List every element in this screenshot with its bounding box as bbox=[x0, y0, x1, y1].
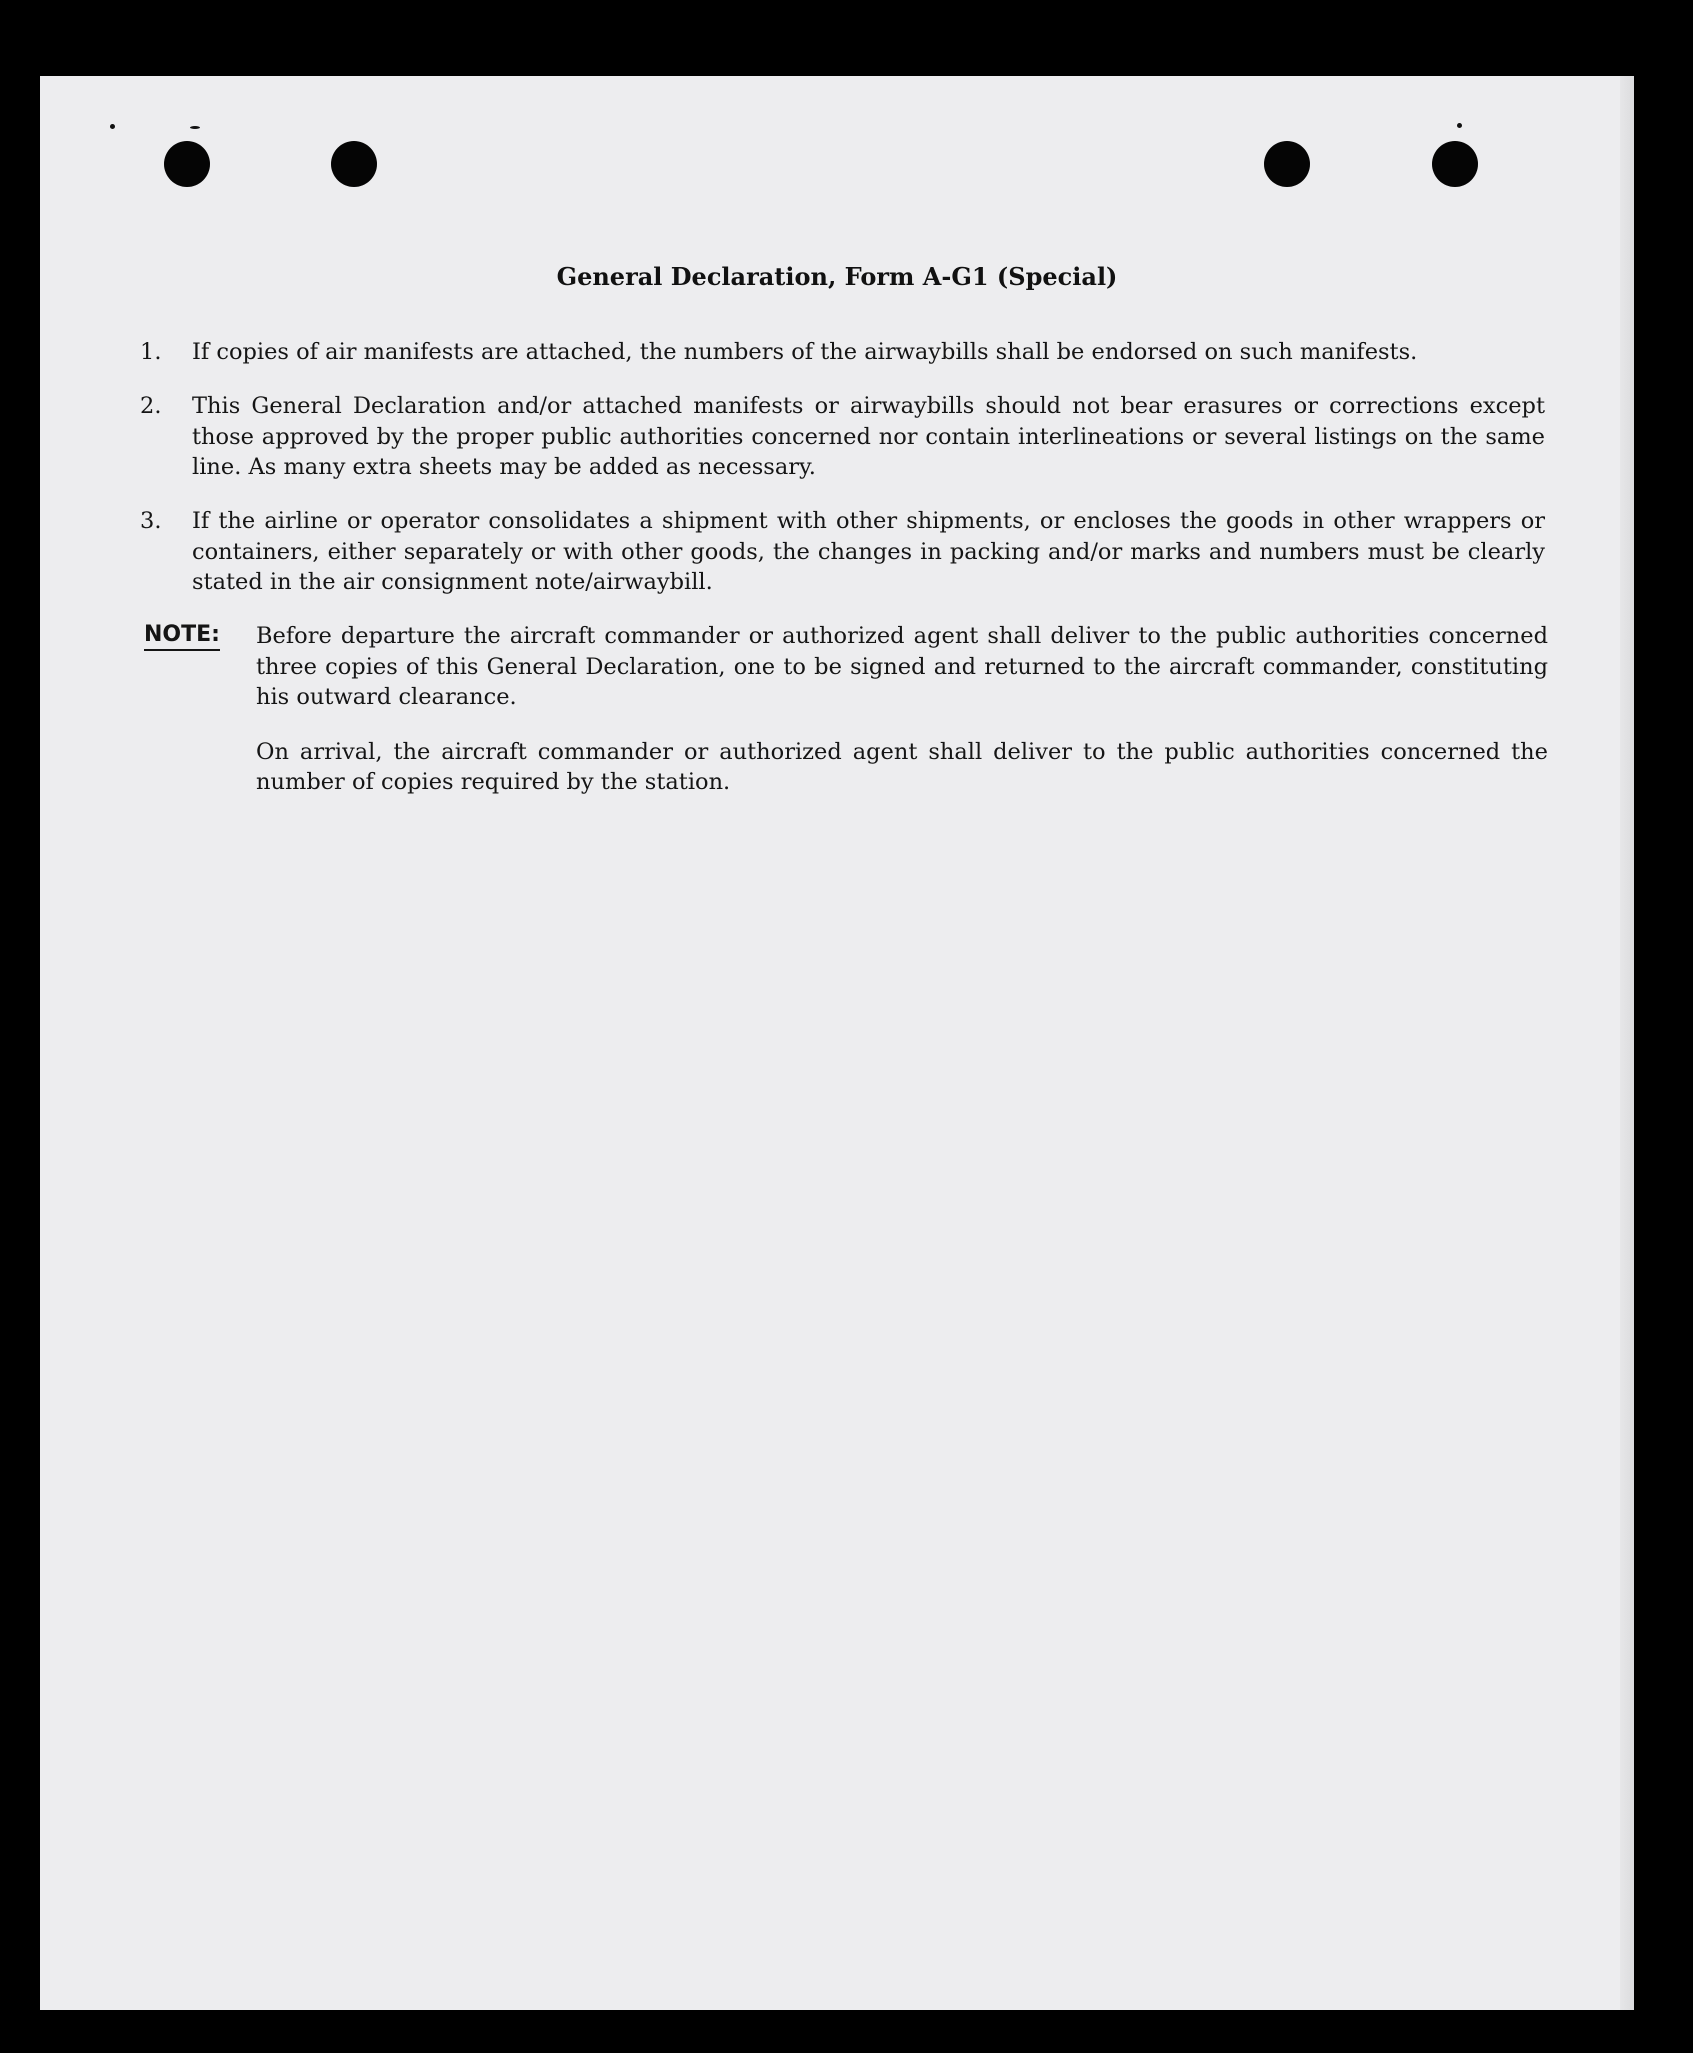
list-item-number: 3. bbox=[140, 508, 162, 534]
punch-hole-4 bbox=[1432, 141, 1478, 187]
list-item-text: If the airline or operator consolidates a shipment with other shipments, or encloses the goods in other wrappers or containers, either separately or with other goods, the changes in packing and/or marks and numbers must be clearly stated in the air consignment note/airwaybill. bbox=[192, 508, 1545, 595]
note-label: NOTE: bbox=[144, 621, 220, 651]
ink-speck bbox=[1457, 123, 1462, 128]
note-paragraph: On arrival, the aircraft commander or authorized agent shall deliver to the public authorities concerned the number of copies required by the station. bbox=[256, 738, 1548, 795]
list-item bbox=[140, 391, 1545, 483]
list-item-text: If copies of air manifests are attached, the numbers of the airwaybills shall be endorsed on such manifests. bbox=[192, 339, 1418, 365]
ink-speck bbox=[110, 124, 115, 129]
ink-speck bbox=[190, 126, 200, 129]
note-section bbox=[144, 621, 1548, 822]
list-item-number: 1. bbox=[140, 339, 162, 365]
punch-hole-2 bbox=[331, 141, 377, 187]
page-title: General Declaration, Form A-G1 (Special) bbox=[556, 262, 1118, 291]
punch-hole-3 bbox=[1264, 141, 1310, 187]
note-paragraph: Before departure the aircraft commander or authorized agent shall deliver to the public authorities concerned three copies of this General Declaration, one to be signed and returned to the aircraft commander, constituting his outward clearance. bbox=[256, 623, 1548, 710]
list-item-number: 2. bbox=[140, 393, 162, 419]
list-item bbox=[140, 506, 1545, 598]
punch-hole-1 bbox=[164, 141, 210, 187]
page-edge-shadow bbox=[1620, 76, 1634, 2010]
list-item bbox=[140, 337, 1545, 368]
list-item-text: This General Declaration and/or attached manifests or airwaybills should not bear erasures or corrections except those approved by the proper public authorities concerned nor contain interlineations or several listings on the same line. As many extra sheets may be added as necessary. bbox=[192, 393, 1545, 480]
document-page bbox=[40, 76, 1634, 2010]
